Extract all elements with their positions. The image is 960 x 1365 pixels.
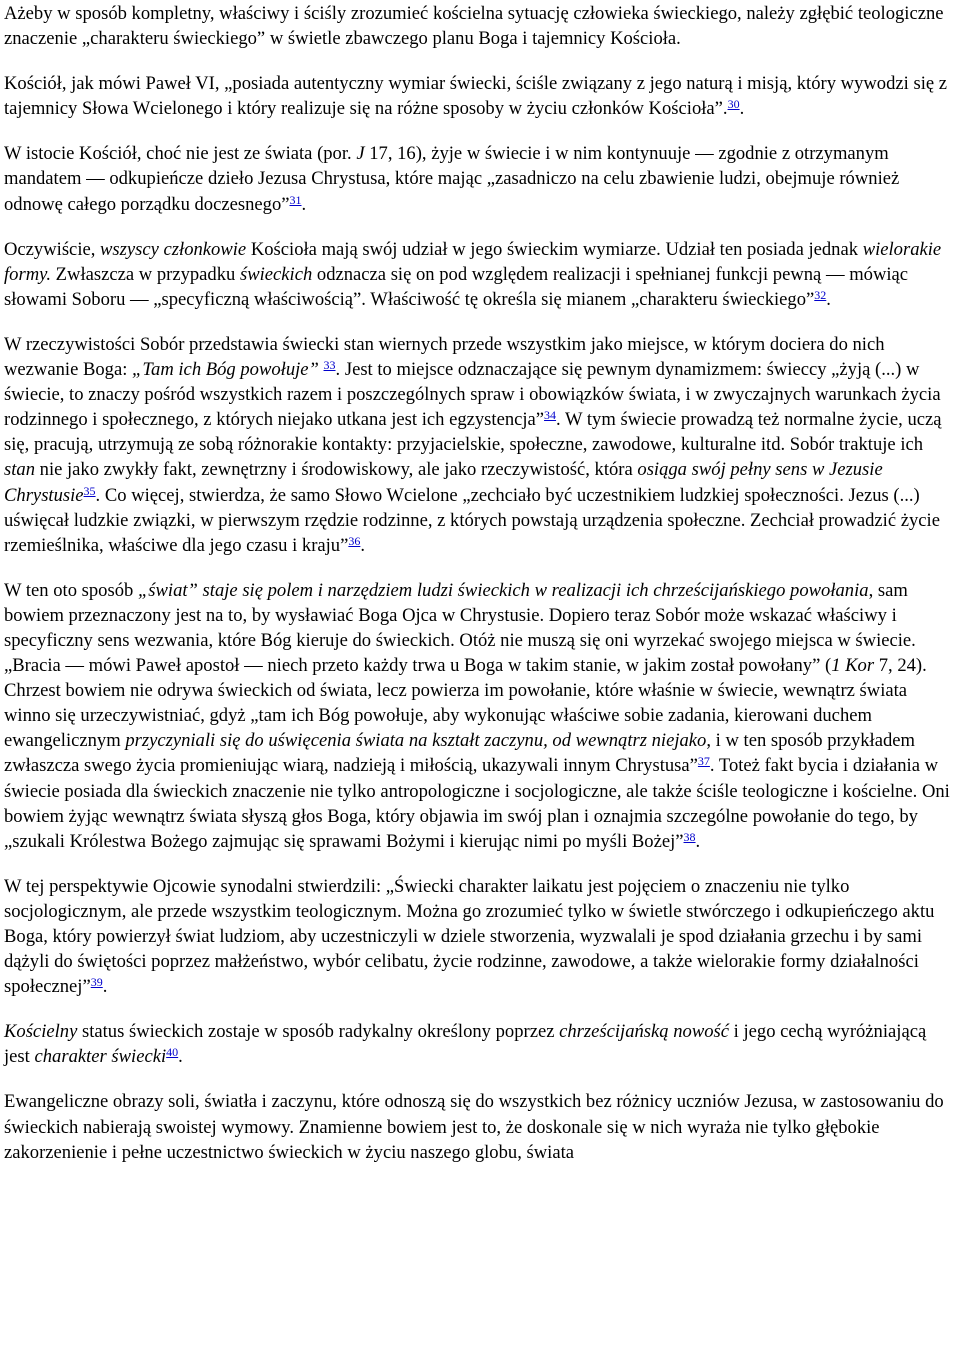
footnote-link[interactable]: 40 xyxy=(166,1045,179,1060)
text-run: Ażeby w sposób kompletny, właściwy i ściśly zrozumieć kościelna sytuację człowieka świeckiego, należy zgłębić teologiczne znaczenie „charakteru świeckiego” w świetle zbawczego planu Boga i tajemnicy Kościoła. xyxy=(4,3,944,50)
text-run: 17, 16), żyje w świecie i w nim kontynuuje — zgodnie z otrzymanym mandatem — odkupieńcze dzieło Jezusa Chrystusa, które mając „zasadniczo na celu zbawienie ludzi, obejmuje również odnowę całego porządku doczesnego” xyxy=(4,143,900,215)
text-run: W istocie Kościół, choć nie jest ze świata (por. xyxy=(4,143,357,165)
text-run: . Toteż fakt bycia i działania w świecie posiada dla świeckich znaczenie nie tylko antropologiczne i socjologiczne, ale także ściśle teologiczne i kościelne. Oni bowiem żyjąc wewnątrz świata słyszą głos Boga, który objawia im swój plan i oznajmia szczególne powołanie do tego, by „szukali Królestwa Bożego zajmując się sprawami Bożymi i kierując nimi po myśli Bożej” xyxy=(4,755,950,852)
text-run: Oczywiście, xyxy=(4,238,101,260)
footnote-link[interactable]: 39 xyxy=(90,975,103,990)
italic-text: „świat” staje się polem i narzędziem ludzi świeckich w realizacji ich chrześcijańskiego powołania xyxy=(137,579,869,601)
italic-text: wielorakie formy. xyxy=(4,238,942,285)
italic-text: wszyscy członkowie xyxy=(100,238,247,260)
footnote-link[interactable]: 37 xyxy=(697,754,710,769)
text-run: . xyxy=(360,534,366,556)
footnote-link[interactable]: 31 xyxy=(289,192,302,207)
text-run: i jego cechą wyróżniającą jest xyxy=(4,1021,927,1068)
text-run: . Co więcej, stwierdza, że samo Słowo Wcielone „zechciało być uczestnikiem ludzkiej społeczności. Jezus (...) uświęcał ludzkie związki, w pierwszym rzędzie rodzinne, z których powstają urządzenia społeczne. Zechciał prowadzić życie rzemieślnika, właściwe dla jego czasu i kraju” xyxy=(4,484,940,556)
footnote-ref xyxy=(814,288,826,302)
footnote-ref xyxy=(166,1045,178,1059)
text-run: Kościół, jak mówi Paweł VI, „posiada autentyczny wymiar świecki, ściśle związany z jego naturą i misją, który wywodzi się z tajemnicy Słowa Wcielonego i który realizuje się na różne sposoby w życiu członków Kościoła”. xyxy=(4,73,948,120)
footnote-ref xyxy=(91,975,103,989)
paragraph xyxy=(4,71,954,121)
text-run: W tej perspektywie Ojcowie synodalni stwierdzili: „Świecki charakter laikatu jest pojęciem o znaczeniu nie tylko socjologicznym, ale przede wszystkim teologicznym. Można go zrozumieć tylko w świetle stwórczego i odkupieńczego aktu Boga, który powierzył świat ludziom, aby uczestniczyli w dziele stworzenia, wyzwalali je spod działania grzechu i by sami dążyli do świętości poprzez małżeństwo, wybór celibatu, życie rodzinne, zawodowe, a także wielorakie formy działalności społecznej” xyxy=(4,875,935,998)
footnote-link[interactable]: 34 xyxy=(544,408,557,423)
text-run: . xyxy=(178,1046,183,1068)
footnote-link[interactable]: 32 xyxy=(814,287,827,302)
paragraph xyxy=(4,1089,954,1164)
text-run: , i w ten sposób przykładem zwłaszcza swego życia promieniując wiarą, nadzieją i miłością, ukazywali innym Chrystusa” xyxy=(4,730,915,777)
text-run: Zwłaszcza w przypadku xyxy=(51,263,240,285)
italic-text: świeckich xyxy=(239,263,313,285)
italic-text: 1 Kor xyxy=(831,655,875,677)
italic-text: przyczyniali się do uświęcenia świata na kształt zaczynu, od wewnątrz niejako xyxy=(125,730,707,752)
italic-text: chrześcijańską nowość xyxy=(559,1021,730,1043)
italic-text: „Tam ich Bóg powołuje” xyxy=(132,359,319,381)
italic-text: osiąga swój pełny sens w Jezusie Chrystusie xyxy=(4,459,883,506)
text-run: . W tym świecie prowadzą też normalne życie, uczą się, pracują, utrzymują ze sobą różnorakie kontakty: przyjacielskie, społeczne, zawodowe, kulturalne itd. Sobór traktuje ich xyxy=(4,409,942,456)
paragraph xyxy=(4,1019,954,1069)
text-run: . xyxy=(102,976,108,998)
footnote-link[interactable]: 35 xyxy=(83,483,96,498)
text-run: . xyxy=(301,193,307,215)
text-run: W rzeczywistości Sobór przedstawia świecki stan wiernych przede wszystkim jako miejsce, w którym dociera do nich wezwanie Boga: xyxy=(4,333,885,381)
italic-text: stan xyxy=(4,459,35,481)
paragraph xyxy=(4,578,954,854)
footnote-ref xyxy=(290,193,302,207)
paragraph xyxy=(4,237,954,312)
footnote-ref xyxy=(728,97,740,111)
text-run: W ten oto sposób xyxy=(4,579,138,601)
text-run: status świeckich zostaje w sposób radykalny określony poprzez xyxy=(77,1021,560,1043)
footnote-ref xyxy=(348,534,360,548)
text-run: 7, 24). Chrzest bowiem nie odrywa świeckich od świata, lecz powierza im powołanie, które właśnie w świecie, wewnątrz świata winno się urzeczywistniać, gdyż „tam ich Bóg powołuje, aby wykonując właściwe sobie zadania, kierowani duchem ewangelicznym xyxy=(4,655,927,752)
footnote-link[interactable]: 38 xyxy=(683,829,696,844)
text-run: . xyxy=(739,98,745,120)
footnote-link[interactable]: 33 xyxy=(323,358,336,373)
footnote-ref xyxy=(684,830,696,844)
paragraph xyxy=(4,874,954,999)
text-run: . Jest to miejsce odznaczające się pewnym dynamizmem: świeccy „żyją (...) w świecie, to znaczy pośród wszystkich razem i poszczególnych spraw i obowiązków świata, i w zwyczajnych warunkach życia rodzinnego i społecznego, z których niejako utkana jest ich egzystencja” xyxy=(4,359,941,431)
text-run: odznacza się on pod względem realizacji i spełnianej funkcji pewną — mówiąc słowami Soboru — „specyficzną właściwością”. Właściwość tę określa się mianem „charakteru świeckiego” xyxy=(4,263,909,310)
footnote-ref xyxy=(544,408,556,422)
footnote-link[interactable]: 36 xyxy=(348,533,361,548)
text-run: Kościoła mają swój udział w jego świeckim wymiarze. Udział ten posiada jednak xyxy=(246,238,863,260)
text-run: Ewangeliczne obrazy soli, światła i zaczynu, które odnoszą się do wszystkich bez różnicy uczniów Jezusa, w zastosowaniu do świeckich nabierają swoistej wymowy. Znamienne bowiem jest to, że doskonale się w nich wyraża nie tylko głębokie zakorzenienie i pełne uczestnictwo świeckich w życiu naszego globu, świata xyxy=(4,1091,944,1163)
paragraph xyxy=(4,332,954,558)
footnote-ref xyxy=(698,754,710,768)
footnote-ref xyxy=(324,358,336,372)
paragraph xyxy=(4,141,954,216)
italic-text: charakter świecki xyxy=(34,1046,167,1068)
document-body xyxy=(0,1,960,1165)
paragraph xyxy=(4,1,954,51)
text-run: , sam bowiem przeznaczony jest na to, by wysławiać Boga Ojca w Chrystusie. Dopiero teraz Sobór może wskazać właściwy i specyficzny sens wezwania, które Bóg kieruje do świeckich. Otóż nie muszą się oni wyrzekać swojego miejsca w świecie. „Bracia — mówi Paweł apostoł — niech przeto każdy trwa u Boga w takim stanie, w jakim został powołany” ( xyxy=(4,579,916,677)
italic-text: Kościelny xyxy=(4,1021,78,1043)
footnote-ref xyxy=(84,484,96,498)
italic-text: J xyxy=(356,143,365,165)
text-run: nie jako zwykły fakt, zewnętrzny i środowiskowy, ale jako rzeczywistość, która xyxy=(35,459,638,481)
footnote-link[interactable]: 30 xyxy=(727,97,740,112)
text-run: . xyxy=(826,288,831,310)
text-run: . xyxy=(695,830,701,852)
